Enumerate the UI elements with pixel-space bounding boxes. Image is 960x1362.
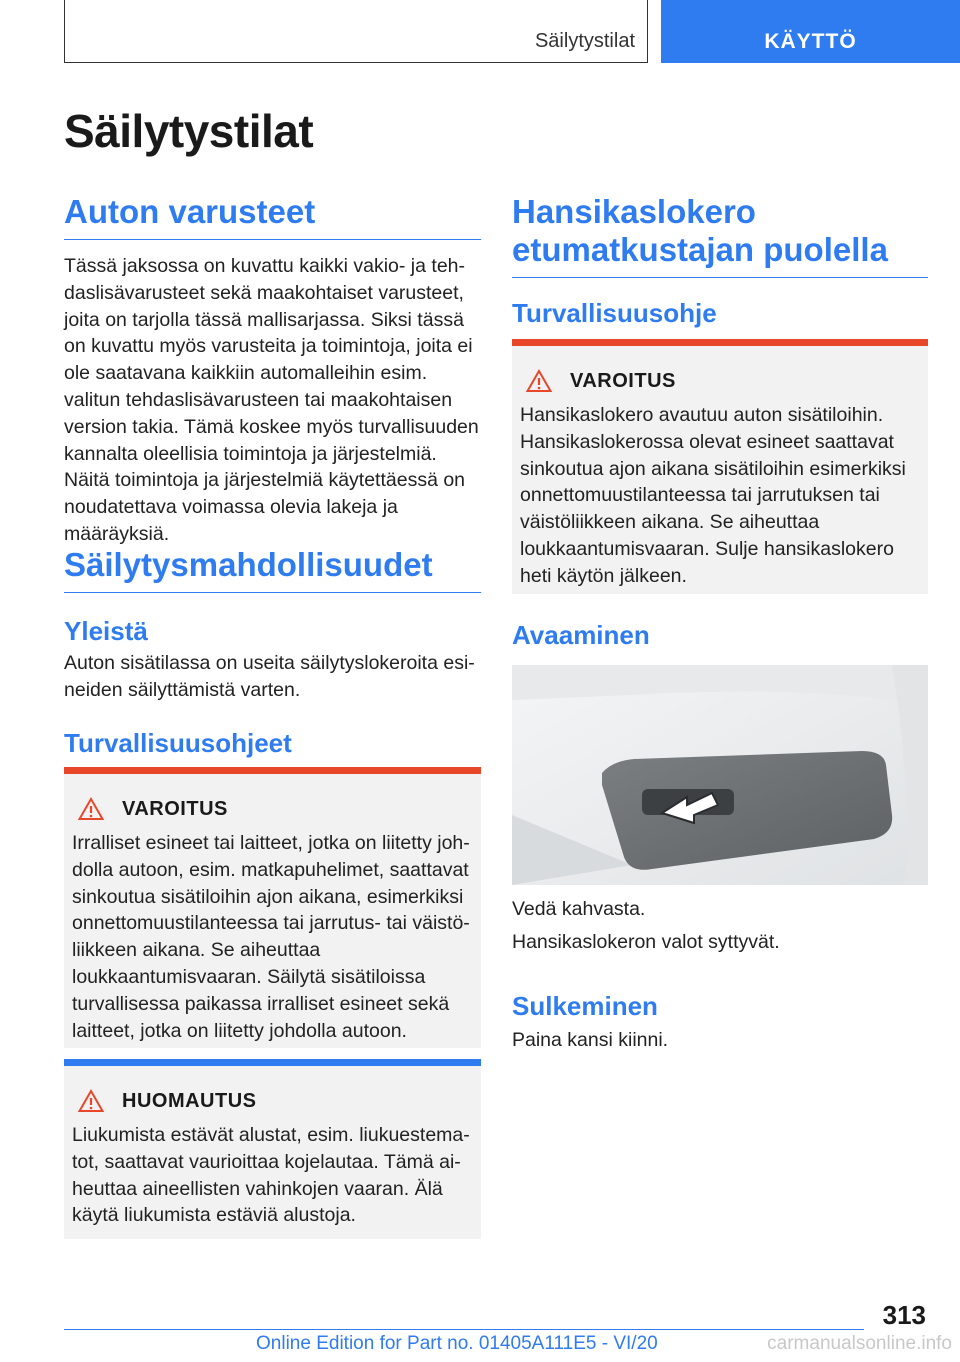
page-title: Säilytystilat — [64, 105, 314, 157]
heading-glovebox: Hansikaslokero etumatkustajan puolella — [512, 193, 928, 278]
glovebox-handle-image — [512, 665, 928, 885]
general-paragraph: Auton sisätilassa on useita säilytyslokeroita esineiden säilyttämistä varten. — [64, 652, 475, 701]
watermark-logo: carmanualsonline.info — [767, 1333, 952, 1354]
footer-divider — [64, 1329, 864, 1330]
glovebox-warning-label: VAROITUS — [570, 369, 676, 392]
notice-box — [64, 1059, 481, 1239]
warning-triangle-icon — [526, 369, 552, 393]
warning-text: Irralliset esineet tai laitteet, jotka on liitetty johdolla autoon, esim. matkapuhelimet, saattavat sinkoutua sisätiloihin ajon aikana, esimerkiksi onnettomuustilanteessa tai jarrutus- tai väistöliikkeen aikana. Se aiheuttaa loukkaantumisvaaran. Säilytä sisätiloissa turvallisessa paikassa irralliset esineet sekä laitteet, jotka on liitetty johdolla autoon. — [72, 832, 470, 1042]
glovebox-illustration — [512, 665, 928, 885]
heading-closing: Sulkeminen — [512, 991, 658, 1021]
notice-label: HUOMAUTUS — [122, 1089, 257, 1112]
heading-safety-note: Turvallisuusohje — [512, 298, 717, 328]
opening-step: Vedä kahvasta. — [512, 898, 646, 920]
heading-storage-options: Säilytysmahdollisuudet — [64, 546, 481, 593]
glovebox-warning-box — [512, 339, 928, 594]
notice-text: Liukumista estävät alustat, esim. liukuestematot, saattavat vaurioittaa kojelautaa. Tämä aiheuttaa aineellisten vahinkojen vaaran. Älä käytä liukumista estäviä alustoja. — [72, 1124, 470, 1227]
warning-box — [64, 767, 481, 1048]
heading-safety-instructions: Turvallisuusohjeet — [64, 728, 292, 758]
heading-opening: Avaaminen — [512, 620, 650, 650]
header-section-tab — [64, 0, 648, 63]
header-section-label: Säilytystilat — [534, 30, 635, 52]
heading-equipment: Auton varusteet — [64, 193, 481, 240]
heading-general: Yleistä — [64, 616, 148, 646]
glovebox-warning-text: Hansikaslokero avautuu auton sisätiloihin. Hansikaslokerossa olevat esineet saattavat sinkoutua ajon aikana sisätiloihin esimerkiksi onnettomuustilanteessa tai jarrutuksen tai väistöliikkeen aikana. Se aiheuttaa loukkaantumisvaaran. Sulje hansikaslokero heti käytön jälkeen. — [520, 404, 906, 587]
opening-result: Hansikaslokeron valot syttyvät. — [512, 931, 780, 953]
equipment-paragraph: Tässä jaksossa on kuvattu kaikki vakio- ja tehdaslisävarusteet sekä maakohtaiset varusteet, joita on tarjolla tässä mallisarjassa. Siksi tässä on kuvattu myös varusteita ja toimintoja, joita ei ole saatavana kaikkiin automalleihin esim. valitun tehdaslisävarusteen tai maakohtaisen version takia. Tämä koskee myös turvallisuuden kannalta oleellisia toimintoja ja järjestelmiä. Näitä toimintoja ja järjestelmiä käytettäessä on noudatettava voimassa olevia lakeja ja määräyksiä. — [64, 255, 479, 545]
warning-label: VAROITUS — [122, 797, 228, 820]
notice-triangle-icon — [78, 1089, 104, 1113]
watermark — [767, 1333, 952, 1355]
warning-triangle-icon — [78, 797, 104, 821]
footer-edition: Online Edition for Part no. 01405A111E5 - VI/20 — [256, 1333, 658, 1354]
page-number: 313 — [882, 1300, 926, 1330]
header-chapter-label: KÄYTTÖ — [764, 30, 857, 53]
closing-text: Paina kansi kiinni. — [512, 1029, 669, 1051]
header-chapter-tab — [661, 0, 960, 63]
